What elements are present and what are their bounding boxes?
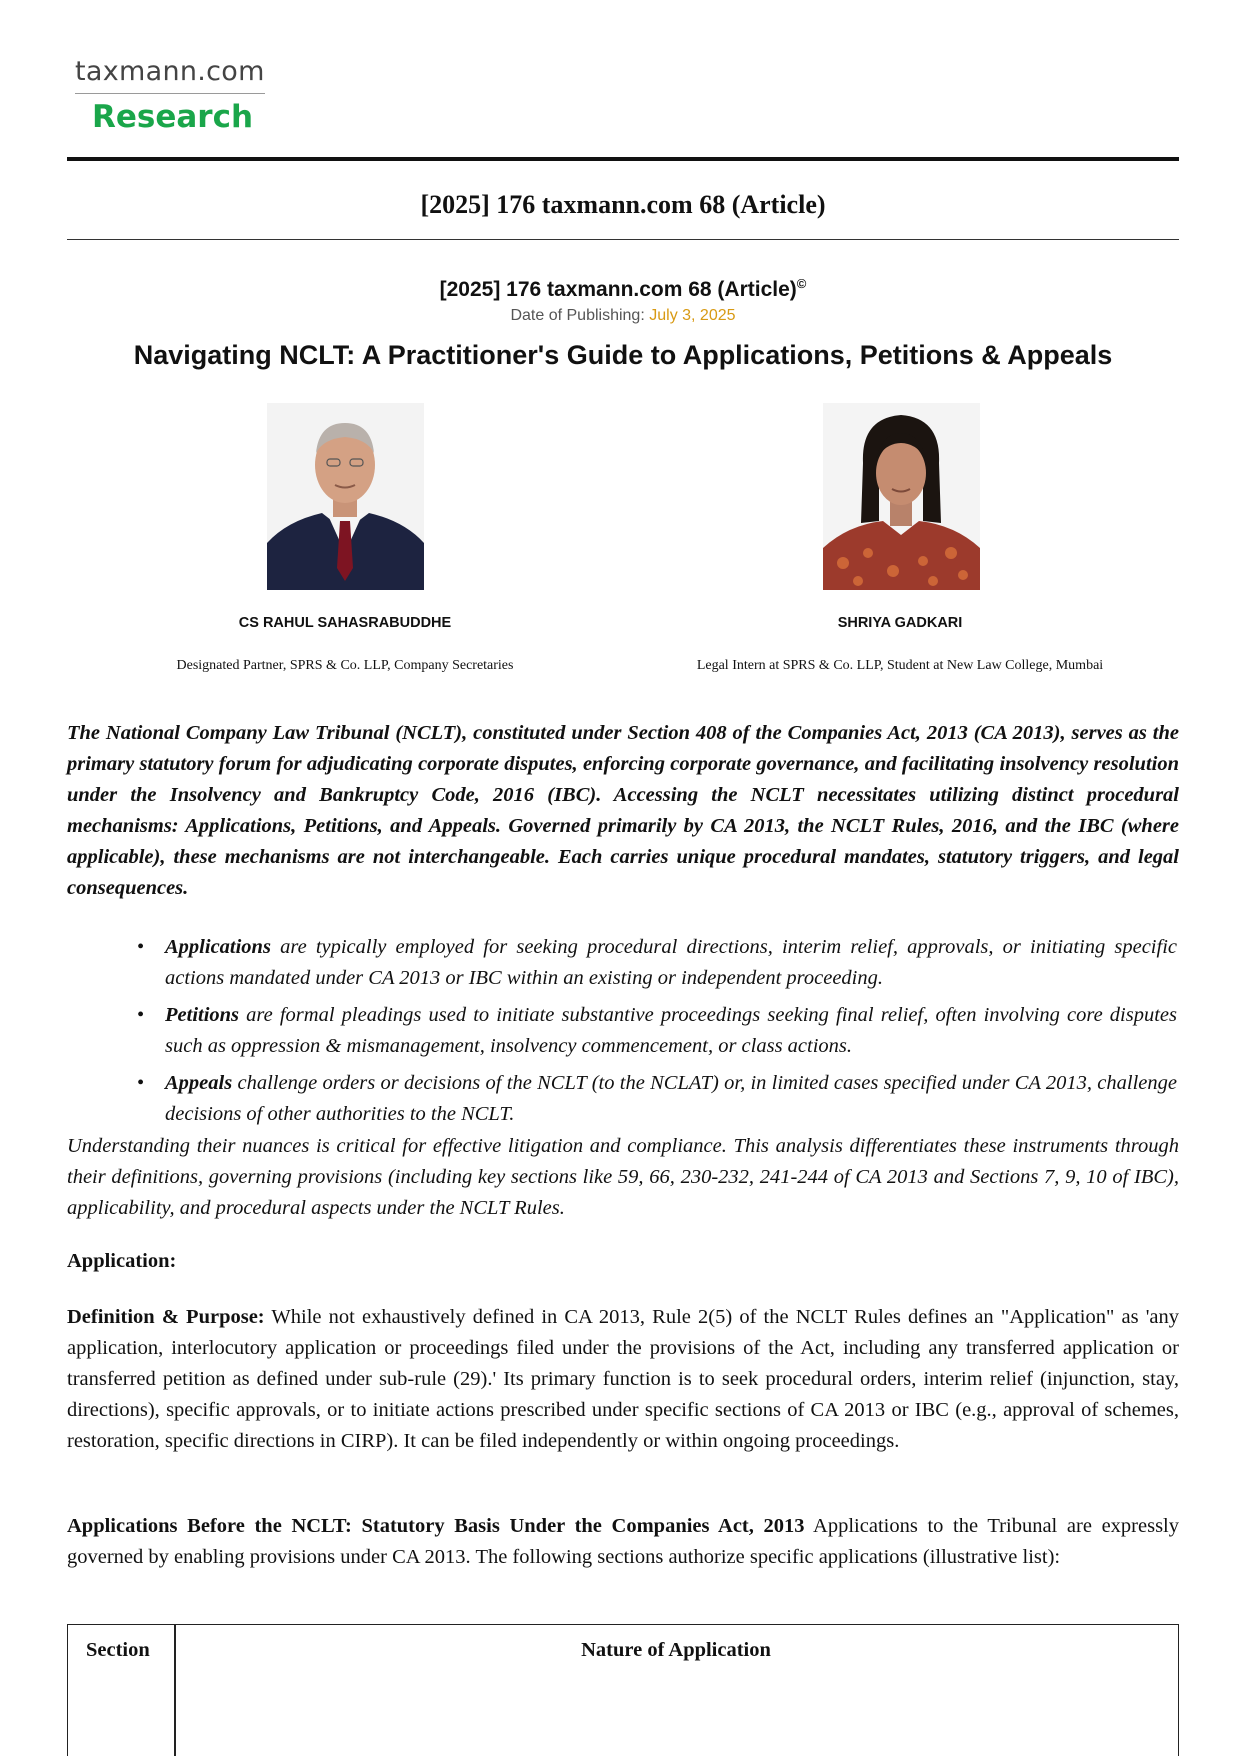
bullet-marker: • bbox=[137, 1004, 145, 1026]
copyright-mark: © bbox=[796, 276, 807, 291]
list-item bbox=[137, 932, 1177, 994]
summary-paragraph: Understanding their nuances is critical for effective litigation and compliance. This analysis differentiates these instruments through their definitions, governing provisions (including key sections like 59, 66, 230-232, 241-244 of CA 2013 and Sections 7, 9, 10 of IBC), applicability, and procedural aspects under the NCLT Rules. bbox=[67, 1135, 1179, 1219]
logo-research: Research bbox=[92, 99, 254, 135]
author-photo-shriya bbox=[823, 403, 980, 590]
list-item-term: Petitions bbox=[165, 1004, 240, 1026]
mechanism-list bbox=[137, 932, 1177, 1136]
taxmann-logo[interactable] bbox=[75, 58, 270, 134]
publishing-date-label: Date of Publishing: bbox=[510, 307, 645, 324]
definition-label: Definition & Purpose: bbox=[67, 1306, 265, 1328]
intro-paragraph: The National Company Law Tribunal (NCLT), constituted under Section 408 of the Companies Act, 2013 (CA 2013), serves as the primary statutory forum for adjudicating corporate disputes, enforcing corporate governance, and facilitating insolvency resolution under the Insolvency and Bankruptcy Code, 2016 (IBC). Accessing the NCLT necessitates utilizing distinct procedural mechanisms: Applications, Petitions, and Appeals. Governed primarily by CA 2013, the NCLT Rules, 2016, and the IBC (where applicable), these mechanisms are not interchangeable. Each carries unique procedural mandates, statutory triggers, and legal consequences. bbox=[67, 722, 1179, 899]
author-role-1: Designated Partner, SPRS & Co. LLP, Company Secretaries bbox=[176, 658, 514, 673]
statutory-basis-label: Applications Before the NCLT: Statutory Basis Under the Companies Act, 2013 bbox=[67, 1515, 805, 1537]
header-rule-thin bbox=[67, 239, 1179, 240]
bullet-marker: • bbox=[137, 936, 145, 958]
citation-subheader bbox=[67, 276, 1179, 302]
header-rule-thick bbox=[67, 157, 1179, 161]
statutory-basis-paragraph bbox=[67, 1511, 1179, 1573]
list-item bbox=[137, 1068, 1177, 1130]
logo-divider bbox=[75, 93, 265, 94]
list-item-text: are typically employed for seeking procedural directions, interim relief, approvals, or initiating specific actions mandated under CA 2013 or IBC within an existing or independent proceeding. bbox=[165, 936, 1177, 989]
citation-subheader-text: [2025] 176 taxmann.com 68 (Article) bbox=[439, 278, 797, 301]
statutory-basis-text: Applications to the Tribunal are expressly governed by enabling provisions under CA 2013. The following sections authorize specific applications (illustrative list): bbox=[67, 1515, 1179, 1568]
applications-table bbox=[67, 1624, 1179, 1756]
list-item-term: Appeals bbox=[165, 1072, 233, 1094]
author-name-2: SHRIYA GADKARI bbox=[837, 615, 963, 631]
bullet-marker: • bbox=[137, 1072, 145, 1094]
author-photo-rahul bbox=[267, 403, 424, 590]
definition-text: While not exhaustively defined in CA 2013, Rule 2(5) of the NCLT Rules defines an "Application" as 'any application, interlocutory application or proceedings filed under the provisions of the Act, including any transferred application or transferred petition as defined under sub-rule (29).' Its primary function is to seek procedural orders, interim relief (injunction, stay, directions), specific approvals, or to initiate actions prescribed under specific sections of CA 2013 or IBC (e.g., approval of schemes, restoration, specific directions in CIRP). It can be filed independently or within ongoing proceedings. bbox=[67, 1306, 1179, 1452]
publishing-date-value: July 3, 2025 bbox=[649, 307, 736, 324]
list-item-text: are formal pleadings used to initiate substantive proceedings seeking final relief, often involving core disputes such as oppression & mismanagement, insolvency commencement, or class actions. bbox=[165, 1004, 1177, 1057]
table-header-section: Section bbox=[86, 1639, 150, 1661]
list-item-term: Applications bbox=[165, 936, 271, 958]
author-name-1: CS RAHUL SAHASRABUDDHE bbox=[238, 615, 452, 631]
article-title: Navigating NCLT: A Practitioner's Guide to Applications, Petitions & Appeals bbox=[133, 340, 1113, 370]
logo-wordmark: taxmann.com bbox=[75, 56, 265, 87]
list-item bbox=[137, 1000, 1177, 1062]
publishing-date bbox=[67, 307, 1179, 325]
section-heading-application: Application: bbox=[67, 1250, 177, 1272]
author-role-2: Legal Intern at SPRS & Co. LLP, Student at New Law College, Mumbai bbox=[696, 658, 1104, 673]
citation-header: [2025] 176 taxmann.com 68 (Article) bbox=[420, 190, 826, 219]
definition-paragraph bbox=[67, 1302, 1179, 1457]
list-item-text: challenge orders or decisions of the NCLT (to the NCLAT) or, in limited cases specified under CA 2013, challenge decisions of other authorities to the NCLT. bbox=[165, 1072, 1177, 1125]
table-header-nature: Nature of Application bbox=[581, 1639, 771, 1661]
